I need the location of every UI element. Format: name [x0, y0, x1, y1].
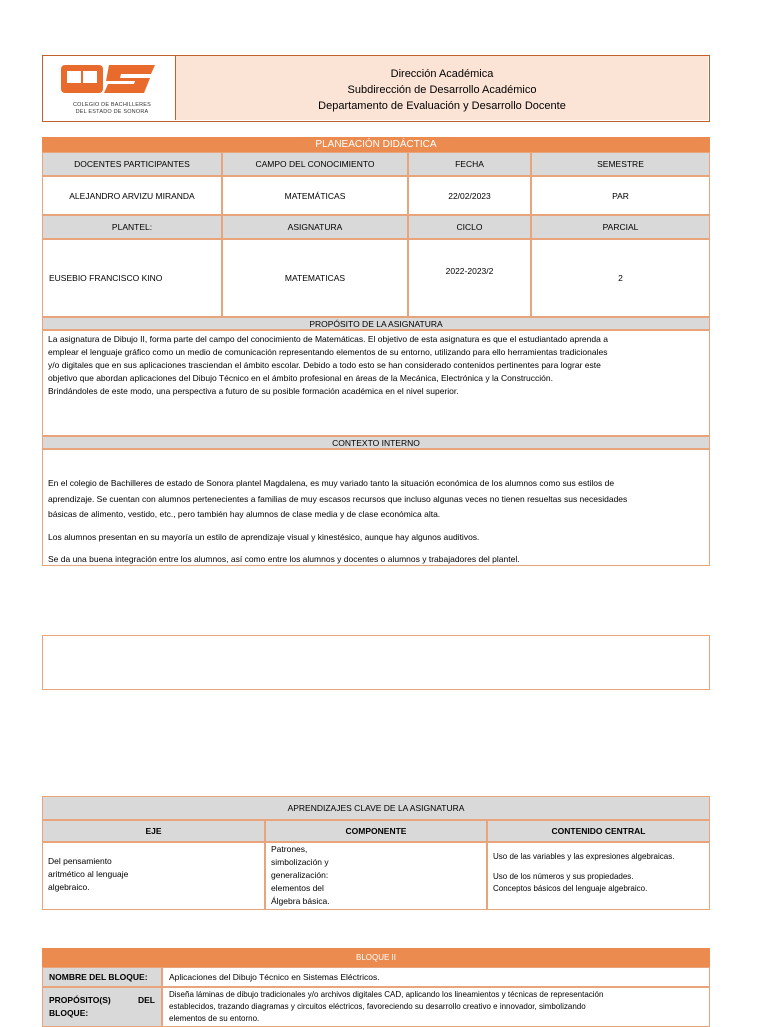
contexto-line: Se da una buena integración entre los alumnos, así como entre los alumnos y docentes o alumnos y trabajadores del plantel.: [48, 554, 520, 564]
proposito-bloque-line: Diseña láminas de dibujo tradicionales y/o archivos digitales CAD, aplicando los lineamientos y técnicas de representación: [169, 990, 604, 999]
header-box: [42, 55, 710, 122]
contexto-title: CONTEXTO INTERNO: [42, 436, 710, 449]
proposito-bloque-label: [42, 987, 162, 1027]
value-semestre: PAR: [531, 176, 710, 215]
label-parcial: PARCIAL: [531, 215, 710, 239]
proposito-line: y/o digitales que en sus aplicaciones trasciendan el ámbito escolar. Debido a todo esto se han considerado contenidos pertinentes para lograr este: [48, 360, 601, 370]
label-plantel: PLANTEL:: [42, 215, 222, 239]
proposito-line: objetivo que abordan aplicaciones del Dibujo Técnico en el ámbito profesional en áreas de la Mecánica, Electrónica y la Construcción.: [48, 373, 553, 383]
proposito-bloque-label-2: BLOQUE:: [49, 1008, 89, 1018]
header-componente: COMPONENTE: [265, 820, 487, 842]
header-eje: EJE: [42, 820, 265, 842]
logo-text-2: DEL ESTADO DE SONORA: [75, 109, 149, 115]
value-plantel: EUSEBIO FRANCISCO KINO: [42, 239, 222, 317]
contenido-line: [493, 863, 704, 871]
contenido-line: Conceptos básicos del lenguaje algebraico.: [493, 884, 648, 893]
bloque-title: BLOQUE II: [42, 948, 710, 967]
label-semestre: SEMESTRE: [531, 152, 710, 176]
eje-line: aritmético al lenguaje: [48, 869, 129, 879]
value-docentes: ALEJANDRO ARVIZU MIRANDA: [42, 176, 222, 215]
contexto-text: [42, 449, 710, 566]
proposito-line: emplear el lenguaje gráfico como un medio de comunicación representando elementos de su entorno, utilizando para ello herramientas tradicionales: [48, 347, 608, 357]
eje-cell: [42, 842, 265, 910]
label-ciclo: CICLO: [408, 215, 531, 239]
contenido-line: Uso de las variables y las expresiones algebraicas.: [493, 852, 675, 861]
nombre-label: NOMBRE DEL BLOQUE:: [42, 967, 162, 987]
proposito-line: Brindándoles de este modo, una perspectiva a futuro de su posible formación académica en el nivel superior.: [48, 386, 459, 396]
proposito-bloque-label-del: DEL: [138, 995, 155, 1005]
aprendizajes-title: APRENDIZAJES CLAVE DE LA ASIGNATURA: [42, 796, 710, 820]
proposito-bloque-label-row: [49, 994, 155, 1007]
cobach-logo-icon: [59, 61, 159, 101]
componente-line: Patrones,: [271, 844, 308, 854]
logo-cell: [43, 56, 176, 120]
proposito-bloque-line: establecidos, trazando diagramas y circuitos eléctricos, favoreciendo su desarrollo creativo e innovador, simbolizando: [169, 1002, 586, 1011]
label-fecha: FECHA: [408, 152, 531, 176]
proposito-line: La asignatura de Dibujo II, forma parte del campo del conocimiento de Matemáticas. El objetivo de esta asignatura es que el estudiantado aprenda a: [48, 334, 608, 344]
value-parcial: 2: [531, 239, 710, 317]
proposito-title: PROPÓSITO DE LA ASIGNATURA: [42, 317, 710, 330]
componente-line: elementos del: [271, 883, 324, 893]
value-asignatura: MATEMATICAS: [222, 239, 408, 317]
eje-line: Del pensamiento: [48, 856, 112, 866]
componente-line: Álgebra básica.: [271, 896, 330, 906]
contexto-line: En el colegio de Bachilleres de estado de Sonora plantel Magdalena, es muy variado tanto la situación económica de los alumnos como sus estilos de: [48, 478, 615, 488]
contexto-line: Los alumnos presentan en su mayoría un estilo de aprendizaje visual y kinestésico, aunque hay algunos auditivos.: [48, 531, 480, 542]
contenido-line: Uso de los números y sus propiedades.: [493, 872, 634, 881]
planeacion-title: PLANEACIÓN DIDÁCTICA: [42, 137, 710, 152]
label-campo: CAMPO DEL CONOCIMIENTO: [222, 152, 408, 176]
proposito-text: [42, 330, 710, 436]
componente-line: simbolización y: [271, 857, 329, 867]
contexto-line: básicas de alimento, vestido, etc., pero también hay alumnos de clase media y de clase económica alta.: [48, 509, 441, 519]
componente-cell: [265, 842, 487, 910]
contenido-cell: [487, 842, 710, 910]
header-line-3: Departamento de Evaluación y Desarrollo Docente: [318, 100, 566, 112]
header-contenido: CONTENIDO CENTRAL: [487, 820, 710, 842]
value-campo: MATEMÁTICAS: [222, 176, 408, 215]
empty-box: [42, 635, 710, 690]
contexto-line: aprendizaje. Se cuentan con alumnos pertenecientes a familias de muy escasos recursos que incluso algunas veces no tienen resueltas sus necesidades: [48, 493, 628, 504]
eje-line: algebraico.: [48, 882, 90, 892]
header-title-cell: [176, 56, 708, 120]
value-fecha: 22/02/2023: [408, 176, 531, 215]
nombre-value: Aplicaciones del Dibujo Técnico en Sistemas Eléctricos.: [162, 967, 710, 987]
logo-text-1: COLEGIO DE BACHILLERES: [72, 102, 152, 108]
header-line-1: Dirección Académica: [390, 68, 494, 80]
header-line-2: Subdirección de Desarrollo Académico: [347, 84, 537, 96]
label-docentes: DOCENTES PARTICIPANTES: [42, 152, 222, 176]
proposito-bloque-value: [162, 987, 710, 1027]
proposito-bloque-line: elementos de su entorno.: [169, 1014, 260, 1023]
label-asignatura: ASIGNATURA: [222, 215, 408, 239]
proposito-bloque-label-1: PROPÓSITO(S): [49, 995, 111, 1005]
componente-line: generalización:: [271, 870, 329, 880]
value-ciclo: 2022-2023/2: [408, 239, 531, 317]
